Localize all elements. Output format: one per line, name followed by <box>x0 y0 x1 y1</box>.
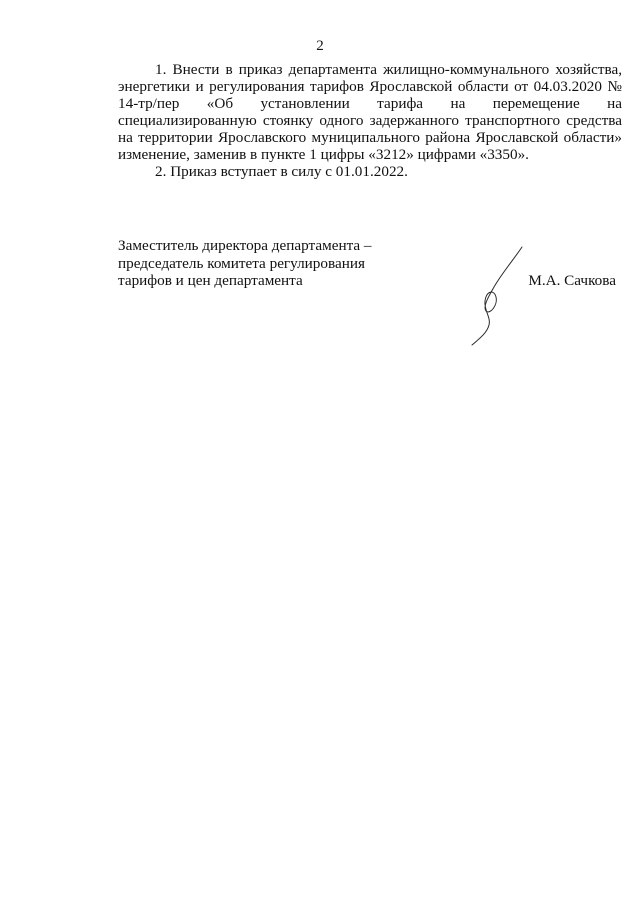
signatory-position-line-3: тарифов и цен департамента <box>118 272 303 289</box>
handwritten-signature <box>466 243 530 347</box>
paragraph-effective-date: 2. Приказ вступает в силу с 01.01.2022. <box>155 163 408 180</box>
signatory-name: М.А. Сачкова <box>528 272 616 289</box>
signatory-position-line-2: председатель комитета регулирования <box>118 254 365 272</box>
paragraph-amendment: 1. Внести в приказ департамента жилищно-коммунального хозяйства, энергетики и регулирования тарифов Ярославской области от 04.03.2020 № 14-тр/пер «Об установлении тарифа на перемещение на специализированную стоянку одного задержанного транспортного средства на территории Ярославского муниципального района Ярославской области» изменение, заменив в пункте 1 цифры «3212» цифрами «3350». <box>118 61 622 163</box>
signatory-position-line-1: Заместитель директора департамента – <box>118 237 372 254</box>
signature-stroke <box>472 247 522 345</box>
page-number: 2 <box>316 38 324 54</box>
signatory-position <box>118 237 438 290</box>
signature-block <box>118 237 622 357</box>
order-text <box>118 61 622 180</box>
